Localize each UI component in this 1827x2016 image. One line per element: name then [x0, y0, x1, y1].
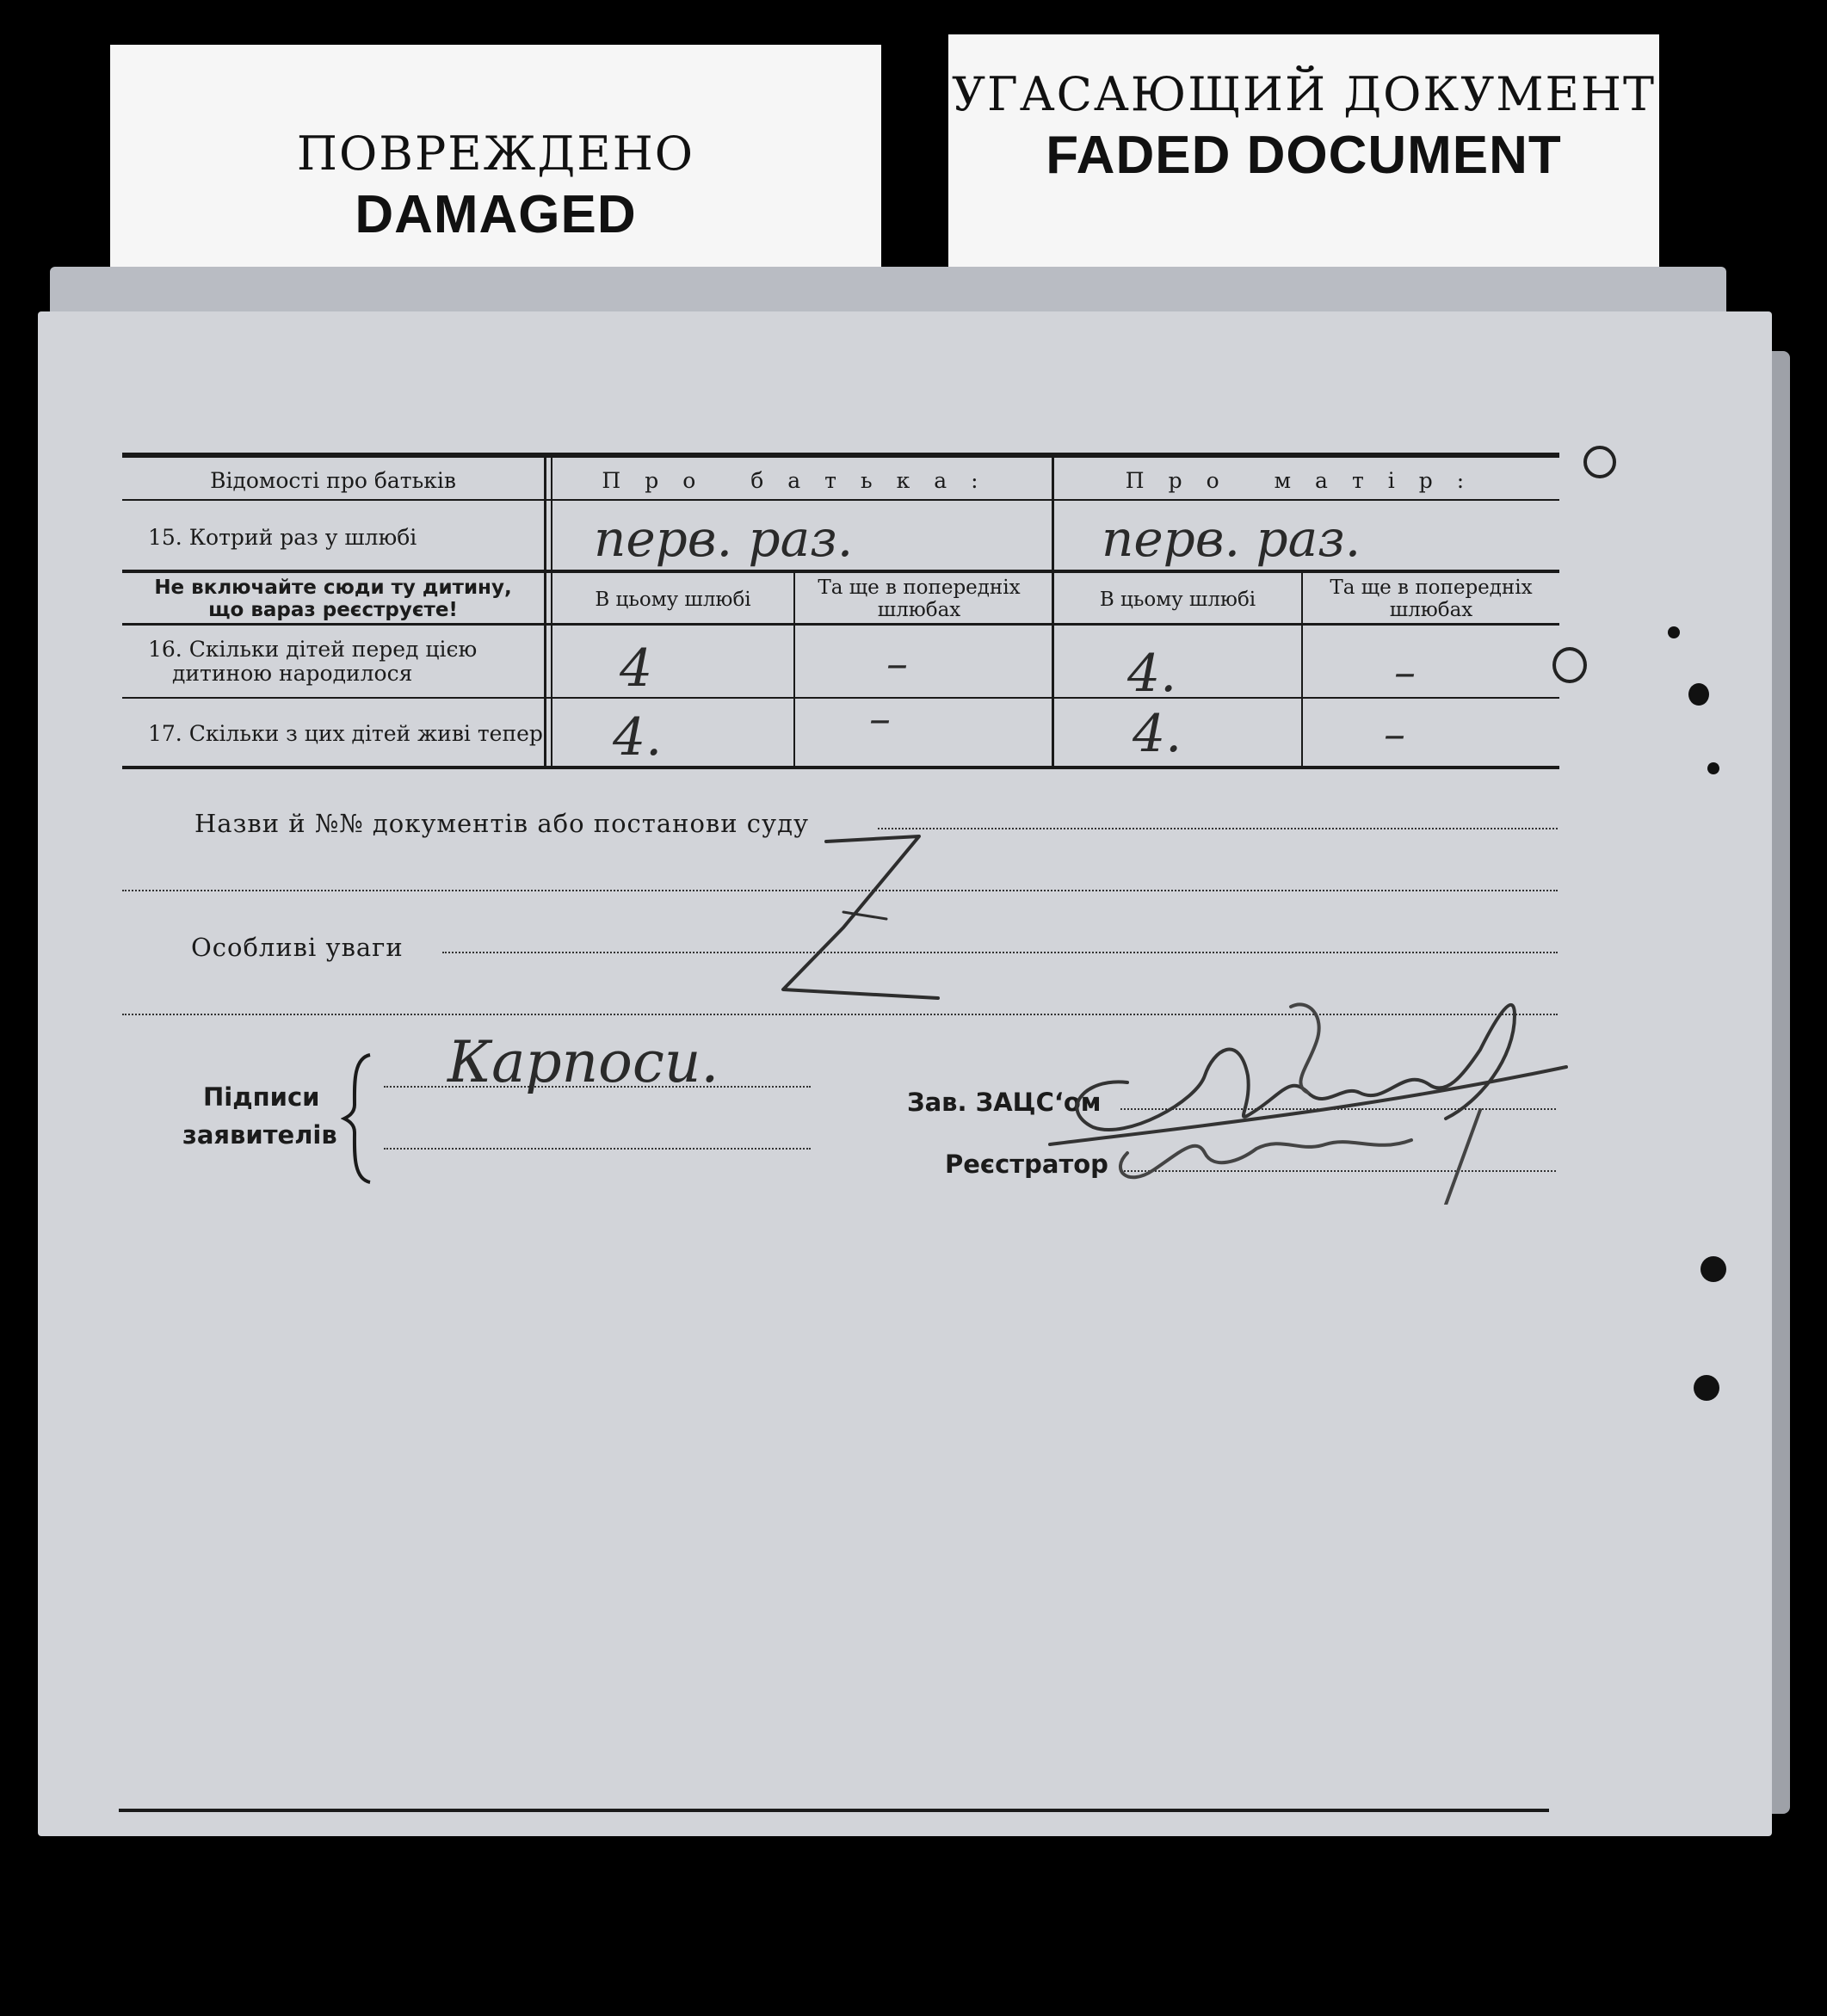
row17-father-prev: – — [869, 694, 891, 743]
punch-hole-ring — [1552, 647, 1587, 683]
row17-father-this: 4. — [613, 707, 663, 768]
subheader-mother-this-marriage: В цьому шлюбі — [1099, 589, 1256, 611]
sheet-right-edge — [1771, 351, 1790, 1814]
row17-label: 17. Скільки з цих дітей живі тепер — [148, 721, 543, 746]
table-row16-rule — [122, 697, 1559, 699]
table-col-divider — [544, 458, 546, 768]
faded-label-en: FADED DOCUMENT — [1046, 126, 1562, 185]
table-col-divider — [1052, 458, 1054, 768]
header-about-father: Про батька: — [602, 468, 1003, 493]
header-about-mother: Про матір: — [1125, 468, 1489, 493]
remarks-label: Особливі уваги — [191, 933, 404, 962]
table-col-divider — [551, 458, 552, 768]
applicant-signature: Карпоси. — [447, 1029, 719, 1095]
sheet-bottom-rule — [119, 1809, 1549, 1812]
subheader-mother-prev-line1: Та ще в попередніх — [1330, 576, 1533, 599]
punch-hole — [1700, 1256, 1726, 1282]
table-top-rule — [122, 453, 1559, 458]
row16-label-line1: 16. Скільки дітей перед цією — [148, 637, 478, 662]
signatures-label-line1: Підписи — [203, 1082, 320, 1112]
punch-hole — [1688, 683, 1709, 706]
damaged-label-ru: ПОВРЕЖДЕНО — [296, 126, 695, 181]
table-header-rule — [122, 499, 1559, 501]
damaged-label-card — [110, 45, 881, 294]
faded-label-ru: УГАСАЮЩИЙ ДОКУМЕНТ — [951, 67, 1657, 121]
documents-label: Назви й №№ документів або постанови суду — [194, 809, 810, 838]
applicant-signature-line-2 — [384, 1148, 811, 1150]
row15-label: 15. Котрий раз у шлюбі — [148, 525, 417, 550]
subheader-father-prev-line1: Та ще в попередніх — [818, 576, 1021, 599]
row15-father-value: перв. раз. — [594, 509, 854, 568]
header-parents-info: Відомості про батьків — [210, 468, 456, 493]
signatures-brace — [341, 1051, 375, 1186]
punch-hole — [1668, 626, 1680, 638]
row16-label-line2: дитиною народилося — [172, 661, 413, 686]
registrar-label: Реєстратор — [945, 1150, 1108, 1179]
documents-line — [878, 828, 1558, 829]
head-of-registry-label: Зав. ЗАЦС‘ом — [907, 1088, 1102, 1117]
damaged-label-en: DAMAGED — [355, 185, 637, 244]
row17-mother-prev: – — [1384, 709, 1405, 759]
subheader-father-prev-line2: шлюбах — [877, 599, 961, 621]
row16-father-this: 4 — [620, 638, 653, 699]
subheader-father-this-marriage: В цьому шлюбі — [595, 589, 751, 611]
row16-father-prev: – — [886, 638, 908, 688]
row17-mother-this: 4. — [1133, 704, 1182, 764]
subheader-note-line2: що вараз реєструєте! — [208, 599, 458, 621]
table-row15-rule — [122, 570, 1559, 573]
sheet-top-edge — [50, 267, 1726, 318]
subheader-mother-prev-line2: шлюбах — [1389, 599, 1473, 621]
subheader-note-line1: Не включайте сюди ту дитину, — [154, 576, 512, 599]
punch-hole — [1707, 762, 1719, 774]
signatures-label-line2: заявителів — [182, 1120, 337, 1150]
punch-hole-ring — [1583, 446, 1616, 478]
table-bottom-rule — [122, 766, 1559, 769]
official-signature-scribble — [1033, 981, 1583, 1205]
cancellation-z-mark — [757, 826, 964, 1015]
punch-hole — [1694, 1375, 1719, 1401]
row16-mother-this: 4. — [1127, 644, 1177, 704]
remarks-line — [442, 952, 1558, 953]
table-subheader-rule — [122, 623, 1559, 626]
row15-mother-value: перв. раз. — [1102, 509, 1361, 568]
faded-document-label-card — [948, 34, 1659, 301]
row16-mother-prev: – — [1394, 647, 1416, 697]
